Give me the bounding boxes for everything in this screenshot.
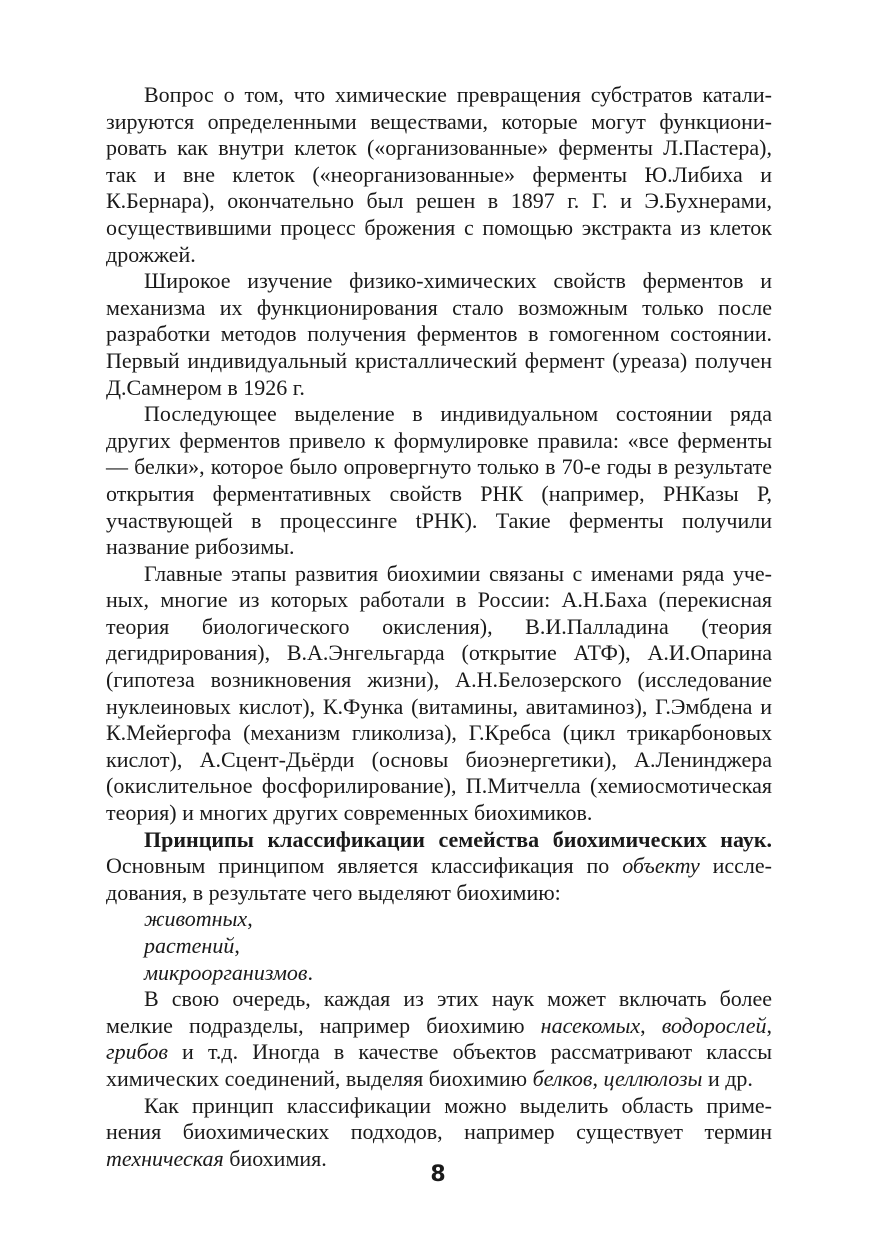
emphasis-text: грибов [106, 1039, 168, 1065]
page-body [106, 82, 772, 1172]
emphasis-text: животных [144, 906, 248, 932]
page-number: 8 [430, 1162, 446, 1187]
text-run: Как принцип классификации можно выделить область применения биохимических подходов, например существует термин [106, 1092, 772, 1145]
emphasis-text: объекту [622, 853, 700, 879]
list-item [106, 960, 772, 987]
paragraph [106, 827, 772, 907]
emphasis-text: целлюлозы [603, 1065, 703, 1091]
list-item [106, 906, 772, 933]
emphasis-text: микроорганизмов [144, 959, 308, 985]
paragraph [106, 82, 772, 268]
emphasis-text: техническая [106, 1145, 224, 1171]
paragraph [106, 401, 772, 561]
text-run: исследования, в результате чего выделяют биохимию: [106, 853, 772, 905]
list-item [106, 933, 772, 960]
emphasis-text: растений [144, 933, 235, 958]
text-run: Широкое изучение физико-химических свойств ферментов и механизма их функционирования стало возможным только после разработки методов получения ферментов в гомогенном состоянии. Первый индивидуальный кристаллический фермент (уреаза) получен Д.Самнером в 1926 г. [106, 268, 772, 400]
paragraph [106, 986, 772, 1092]
text-run: Последующее выделение в индивидуальном состоянии ряда других ферментов привело к формулировке правила: «все ферменты — белки», которое было опровергнуто только в 70-е годы в результате открытия ферментативных свойств РНК (например, РНКазы Р, участвующей в процессинге tРНК). Такие ферменты получили название рибозимы. [106, 401, 772, 560]
text-run: В свою очередь, каждая из этих наук может включать более мелкие подразделы, например биохимию [106, 986, 772, 1038]
text-run: и т.д. Иногда в качестве объектов рассматривают классы химических соединений, выделяя биохимию [106, 1039, 772, 1091]
text-run: и др. [702, 1065, 753, 1091]
text-run: , [592, 1065, 604, 1091]
text-run: . [307, 959, 313, 985]
text-run: , [640, 1012, 662, 1038]
text-run: , [247, 906, 253, 932]
emphasis-text: белков [532, 1065, 593, 1091]
text-run: Вопрос о том, что химические превращения субстратов катализируются определенными веществами, которые могут функционировать как внутри клеток («организованные» ферменты Л.Пастера), так и вне клеток («неорганизованные» ферменты Ю.Либиха и К.Бернара), окончательно был решен в 1897 г. Г. и Э.Бухнерами, осуществившими процесс брожения с помощью экстракта из клеток дрожжей. [106, 82, 772, 267]
paragraph-heading: Принципы классификации семейства биохимических наук. [144, 826, 772, 852]
text-run: Основным принципом является классификация по [106, 853, 623, 879]
emphasis-text: водорослей [661, 1012, 767, 1038]
text-run: , [766, 1012, 773, 1038]
text-run: биохимия. [223, 1145, 327, 1171]
emphasis-text: насекомых [540, 1012, 641, 1038]
text-run: Главные этапы развития биохимии связаны с именами ряда ученых, многие из которых работали в России: А.Н.Баха (перекисная теория биологического окисления), В.И.Палладина (теория дегидрирования), В.А.Энгельгарда (открытие АТФ), А.И.Опарина (гипотеза возникновения жизни), А.Н.Белозерского (исследование нуклеиновых кислот), К.Функа (витамины, авитаминоз), Г.Эмбдена и К.Мейергофа (механизм гликолиза), Г.Кребса (цикл трикарбоновых кислот), А.Сцент-Дьёрди (основы биоэнергетики), А.Ленинджера (окислительное фосфорилирование), П.Митчелла (хемиосмотическая теория) и многих других современных биохимиков. [106, 560, 772, 826]
text-run: , [234, 933, 240, 958]
paragraph [106, 1093, 772, 1173]
paragraph [106, 268, 772, 401]
paragraph [106, 561, 772, 827]
